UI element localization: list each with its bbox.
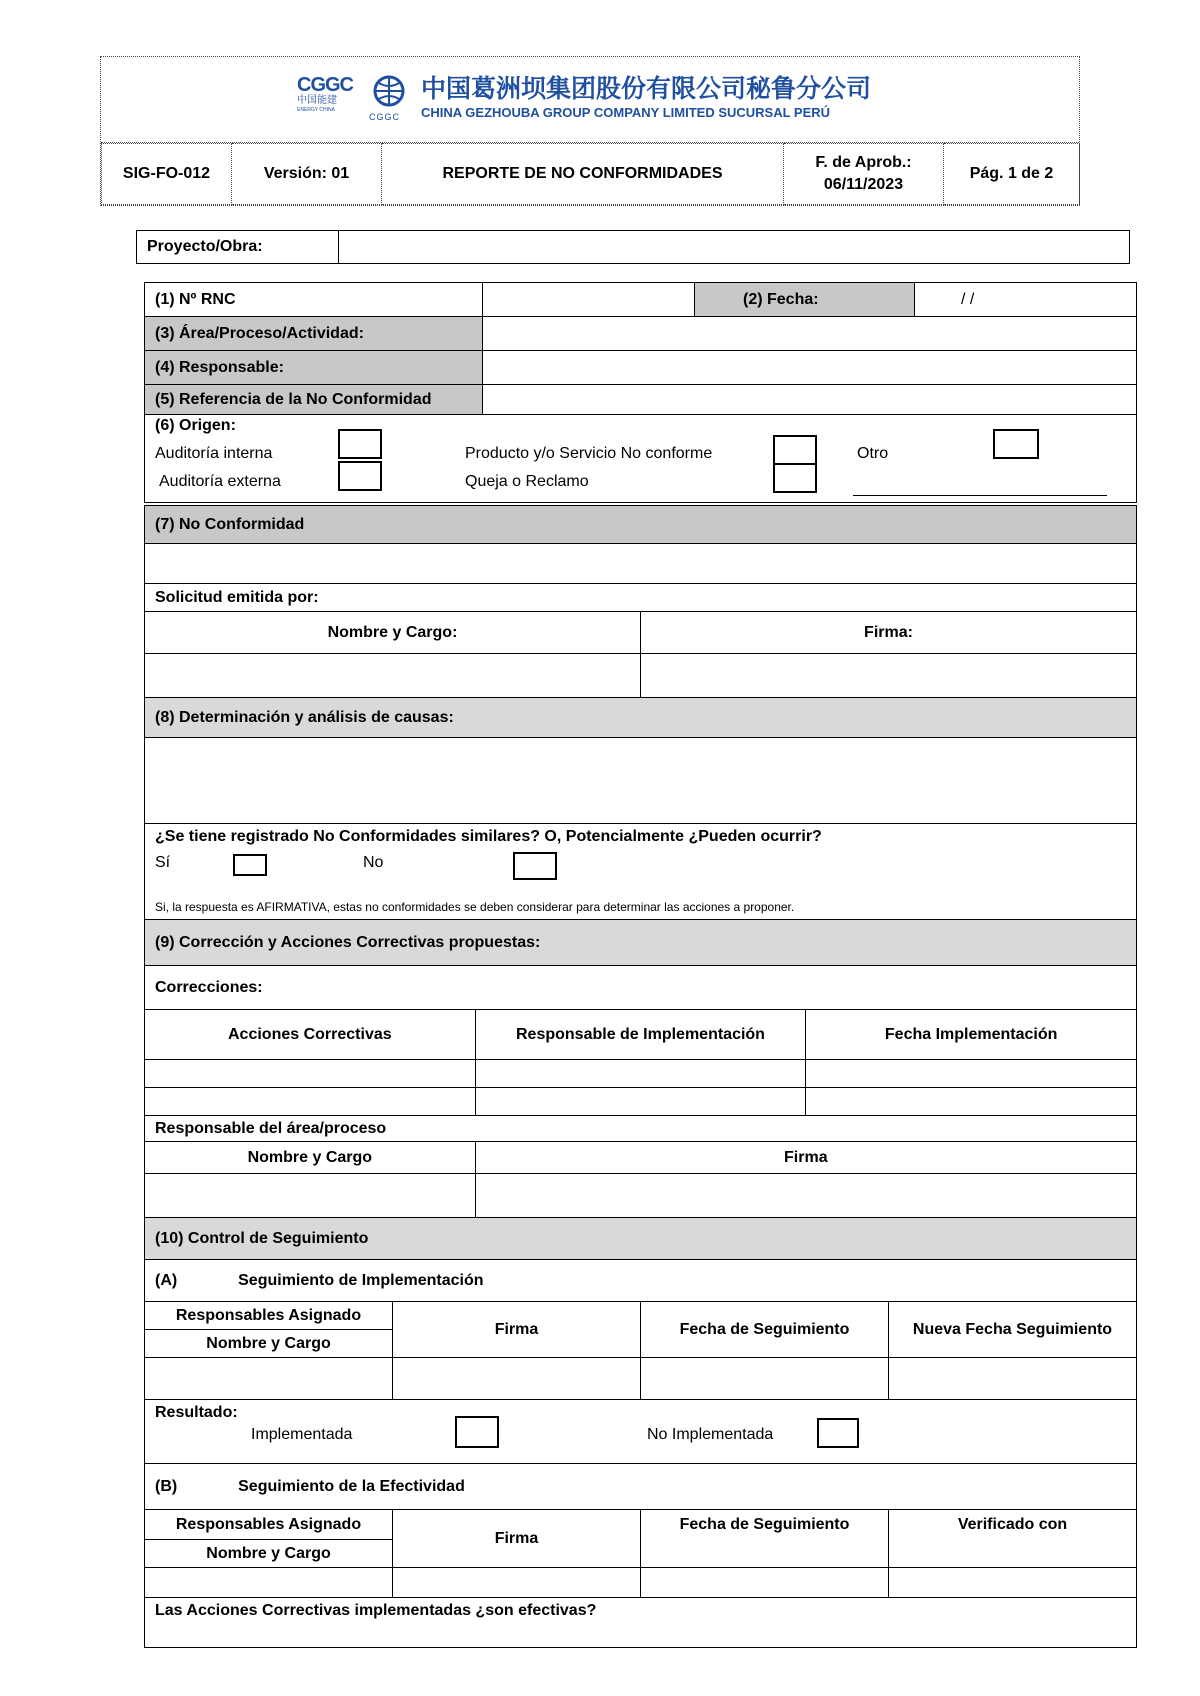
- auditoria-externa-label: Auditoría externa: [159, 473, 281, 490]
- responsable-area-label: Responsable del área/proceso: [145, 1116, 1137, 1142]
- resultado-label: Resultado:: [155, 1404, 238, 1421]
- logo2-sub: CGGC: [369, 112, 400, 122]
- b-verificado-input[interactable]: [889, 1568, 1137, 1598]
- header-info-table: [101, 143, 1080, 205]
- solicitud-nombre-input[interactable]: [145, 654, 641, 698]
- a-firma-header: Firma: [393, 1302, 641, 1358]
- queja-checkbox[interactable]: [773, 463, 817, 493]
- producto-checkbox[interactable]: [773, 435, 817, 465]
- responsable-label: (4) Responsable:: [145, 351, 483, 385]
- b-firma-header: Firma: [393, 1510, 641, 1568]
- responsable-impl-input-2[interactable]: [475, 1088, 806, 1116]
- b-responsables-header: Responsables Asignado: [145, 1510, 393, 1540]
- accion-input-1[interactable]: [145, 1060, 476, 1088]
- area-nombre-input[interactable]: [145, 1174, 476, 1218]
- a-firma-input[interactable]: [393, 1358, 641, 1400]
- logo-sub-cn: 中国能建: [297, 95, 337, 106]
- approval-date: 06/11/2023: [823, 176, 904, 193]
- b-nombre-input[interactable]: [145, 1568, 393, 1598]
- si-label: Sí: [155, 854, 171, 871]
- causas-label: (8) Determinación y análisis de causas:: [145, 698, 1137, 738]
- producto-label: Producto y/o Servicio No conforme: [465, 445, 713, 462]
- causas-table: [144, 697, 1137, 920]
- implementada-label: Implementada: [251, 1426, 353, 1443]
- no-conformidad-label: (7) No Conformidad: [145, 506, 1137, 544]
- responsable-impl-header: Responsable de Implementación: [475, 1010, 806, 1060]
- document-code: SIG-FO-012: [102, 144, 232, 205]
- similares-cell: [145, 824, 1137, 920]
- approval-label: F. de Aprob.:: [815, 154, 912, 171]
- implementada-checkbox[interactable]: [455, 1416, 499, 1448]
- afirmativa-note: Si, la respuesta es AFIRMATIVA, estas no conformidades se deben considerar para determinar las acciones a proponer.: [155, 900, 795, 914]
- area-label: (3) Área/Proceso/Actividad:: [145, 317, 483, 351]
- otro-checkbox[interactable]: [993, 429, 1039, 459]
- a-fecha-header: Fecha de Seguimiento: [641, 1302, 889, 1358]
- origen-label: (6) Origen:: [155, 417, 236, 434]
- fecha-impl-header: Fecha Implementación: [806, 1010, 1137, 1060]
- project-label: Proyecto/Obra:: [137, 231, 339, 264]
- company-name-cn: 中国葛洲坝集团股份有限公司秘鲁分公司: [421, 74, 872, 103]
- a-fecha-input[interactable]: [641, 1358, 889, 1400]
- seguimiento-b-title: Seguimiento de la Efectividad: [238, 1477, 465, 1495]
- referencia-input[interactable]: [483, 385, 1137, 415]
- area-firma-input[interactable]: [475, 1174, 1136, 1218]
- referencia-label: (5) Referencia de la No Conformidad: [145, 385, 483, 415]
- area-firma-header: Firma: [475, 1142, 1136, 1174]
- b-nombre-header: Nombre y Cargo: [145, 1540, 393, 1568]
- resultado-cell: [145, 1400, 1137, 1464]
- project-table: [136, 230, 1130, 264]
- approval-cell: [784, 144, 944, 205]
- company-name-en: CHINA GEZHOUBA GROUP COMPANY LIMITED SUCURSAL PERÚ: [421, 105, 831, 120]
- fecha-label: (2) Fecha:: [695, 283, 915, 317]
- cggc-logo: [297, 75, 357, 121]
- header-logo-row: [101, 57, 1079, 143]
- fecha-input[interactable]: / /: [915, 283, 1137, 317]
- document-version: Versión: 01: [232, 144, 382, 205]
- a-nueva-fecha-input[interactable]: [889, 1358, 1137, 1400]
- fecha-impl-input-1[interactable]: [806, 1060, 1137, 1088]
- no-conformidad-table: [144, 505, 1137, 698]
- solicitud-firma-header: Firma:: [641, 612, 1137, 654]
- a-nueva-fecha-header: Nueva Fecha Seguimiento: [889, 1302, 1137, 1358]
- auditoria-interna-checkbox[interactable]: [338, 429, 382, 459]
- otro-label: Otro: [857, 445, 889, 462]
- a-nombre-header: Nombre y Cargo: [145, 1330, 393, 1358]
- auditoria-externa-checkbox[interactable]: [338, 461, 382, 491]
- seguimiento-a-label: (A): [155, 1271, 178, 1289]
- correcciones-table: [144, 919, 1137, 1218]
- a-nombre-input[interactable]: [145, 1358, 393, 1400]
- b-fecha-input[interactable]: [641, 1568, 889, 1598]
- rnc-label: (1) Nº RNC: [145, 283, 483, 317]
- area-input[interactable]: [483, 317, 1137, 351]
- seguimiento-a-title: Seguimiento de Implementación: [238, 1271, 484, 1289]
- correcciones-section-label: (9) Corrección y Acciones Correctivas propuestas:: [145, 920, 1137, 966]
- gezhouba-logo: [369, 75, 413, 121]
- globe-icon: [369, 75, 409, 107]
- seguimiento-b-label: (B): [155, 1477, 178, 1495]
- cggc-logo-text: CGGC: [297, 74, 353, 96]
- correcciones-label[interactable]: Correcciones:: [145, 966, 1137, 1010]
- otro-input-line[interactable]: [853, 495, 1107, 496]
- b-fecha-header: Fecha de Seguimiento: [641, 1510, 889, 1568]
- area-nombre-header: Nombre y Cargo: [145, 1142, 476, 1174]
- si-checkbox[interactable]: [233, 854, 267, 876]
- rnc-input[interactable]: [483, 283, 695, 317]
- a-responsables-header: Responsables Asignado: [145, 1302, 393, 1330]
- causas-input[interactable]: [145, 738, 1137, 824]
- b-firma-input[interactable]: [393, 1568, 641, 1598]
- seguimiento-table: [144, 1217, 1137, 1648]
- project-input[interactable]: [339, 231, 1130, 264]
- seguimiento-label: (10) Control de Seguimiento: [145, 1218, 1137, 1260]
- no-conformidad-input[interactable]: [145, 544, 1137, 584]
- fecha-impl-input-2[interactable]: [806, 1088, 1137, 1116]
- acciones-header: Acciones Correctivas: [145, 1010, 476, 1060]
- b-verificado-header: Verificado con: [889, 1510, 1137, 1568]
- no-label: No: [363, 854, 384, 871]
- logo-sub-en: ENERGY CHINA: [297, 107, 335, 113]
- no-checkbox[interactable]: [513, 852, 557, 880]
- seguimiento-a-row: [145, 1260, 1137, 1302]
- responsable-input[interactable]: [483, 351, 1137, 385]
- document-header: [100, 56, 1080, 206]
- identification-table: [144, 282, 1137, 503]
- auditoria-interna-label: Auditoría interna: [155, 445, 273, 462]
- solicitud-label: Solicitud emitida por:: [145, 584, 1137, 612]
- solicitud-firma-input[interactable]: [641, 654, 1137, 698]
- origen-cell: [145, 415, 1137, 503]
- page-number: Pág. 1 de 2: [944, 144, 1080, 205]
- efectivas-question[interactable]: Las Acciones Correctivas implementadas ¿son efectivas?: [145, 1598, 1137, 1648]
- no-implementada-checkbox[interactable]: [817, 1418, 859, 1448]
- queja-label: Queja o Reclamo: [465, 473, 589, 490]
- no-implementada-label: No Implementada: [647, 1426, 774, 1443]
- similares-question: ¿Se tiene registrado No Conformidades similares? O, Potencialmente ¿Pueden ocurrir?: [155, 828, 822, 845]
- document-title: REPORTE DE NO CONFORMIDADES: [382, 144, 784, 205]
- solicitud-nombre-header: Nombre y Cargo:: [145, 612, 641, 654]
- seguimiento-b-row: [145, 1464, 1137, 1510]
- accion-input-2[interactable]: [145, 1088, 476, 1116]
- responsable-impl-input-1[interactable]: [475, 1060, 806, 1088]
